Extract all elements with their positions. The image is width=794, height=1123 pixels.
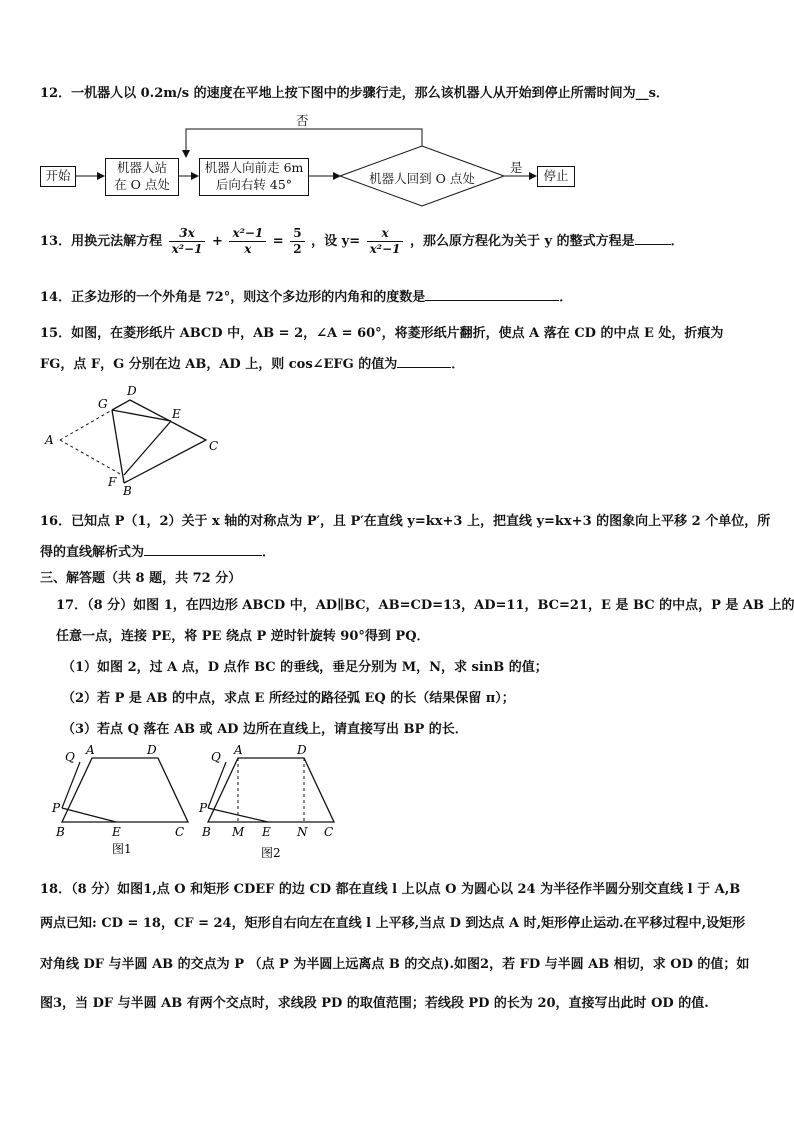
q15-GE: [112, 410, 171, 421]
q15-label-E: E: [172, 407, 181, 421]
q17-figure-2: [198, 742, 358, 864]
fc-yes-label: 是: [510, 160, 523, 175]
q15-AF-dashed: [60, 440, 122, 475]
q17-fig2-label-P: P: [199, 801, 208, 815]
fc-start: 开始: [40, 166, 76, 187]
q15-AG-dashed: [60, 410, 112, 440]
q15-label-D: D: [127, 384, 137, 398]
q17-fig1-caption: 图1: [112, 842, 132, 856]
q17-fig2-label-D: D: [297, 743, 307, 757]
q17-fig1-label-Q: Q: [65, 750, 75, 764]
q17-line2: 任意一点，连接 PE，将 PE 绕点 P 逆时针旋转 90°得到 PQ．: [56, 629, 430, 644]
q17-fig1-PE: [62, 808, 116, 822]
q17-fig2-caption: 图2: [261, 846, 281, 860]
fc-decision-label: 机器人回到 O 点处: [369, 171, 475, 186]
arrow-loop-back: [186, 129, 422, 157]
q15-label-A: A: [45, 433, 54, 447]
q14-blank: [425, 300, 559, 301]
q17-fig2-label-M: M: [232, 825, 245, 839]
q13-frac-2: $\frac{\text{x²−1}}{x}$: [229, 226, 266, 257]
q16-line1: 16．已知点 P（1，2）关于 x 轴的对称点为 P′，且 P′在直线 y=kx+3 上，把直线 y=kx+3 的图象向上平移 2 个单位，所: [40, 514, 771, 529]
q17-fig2-label-E: E: [262, 825, 271, 839]
q18-line1: 18．（8 分）如图1,点 O 和矩形 CDEF 的边 CD 都在直线 l 上以点 O 为圆心以 24 为半径作半圆分别交直线 l 于 A,B: [40, 882, 741, 897]
q17-fig1-label-D: D: [147, 743, 157, 757]
q15-crease-FG: [112, 410, 124, 483]
q17-fig2-label-Q: Q: [211, 750, 221, 764]
q17-fig2-PQ: [208, 762, 226, 808]
q17-fig1-label-P: P: [52, 801, 61, 815]
q16-line2: 得的直线解析式为 ．: [40, 545, 276, 560]
q15-label-C: C: [209, 439, 219, 453]
q13-frac-1: $\frac{3x}{\text{x²−1}}$: [169, 226, 206, 257]
fc-no-label: 否: [296, 113, 309, 128]
q17-sub3: （3）若点 Q 落在 AB 或 AD 边所在直线上，请直接写出 BP 的长．: [62, 722, 468, 737]
q17-figure-1: [50, 742, 210, 860]
q17-sub1: （1）如图 2，过 A 点，D 点作 BC 的垂线，垂足分别为 M，N，求 sinB 的值；: [62, 660, 548, 675]
q17-fig1-label-B: B: [56, 825, 65, 839]
q17-line1: 17．（8 分）如图 1，在四边形 ABCD 中，AD∥BC，AB=CD=13，AD=11，BC=21，E 是 BC 的中点，P 是 AB 上的: [56, 598, 794, 613]
q17-fig1-label-E: E: [112, 825, 121, 839]
q15-FE: [124, 421, 171, 475]
q17-fig1-label-A: A: [86, 743, 95, 757]
q13-blank: [635, 244, 671, 245]
q17-fig2-label-C: C: [324, 825, 334, 839]
fc-stop: 停止: [537, 166, 575, 187]
q18-line4: 图3，当 DF 与半圆 AB 有两个交点时，求线段 PD 的取值范围；若线段 PD 的长为 20，直接写出此时 OD 的值.: [40, 996, 709, 1011]
fc-step1: 机器人站 在 O 点处: [105, 158, 179, 196]
q13-frac-3: $\frac{5}{2}$: [290, 226, 304, 257]
q15-label-F: F: [108, 475, 117, 489]
q15-line1: 15．如图，在菱形纸片 ABCD 中，AB = 2，∠A = 60°，将菱形纸片翻折，使点 A 落在 CD 的中点 E 处，折痕为: [40, 326, 724, 341]
q15-label-G: G: [98, 397, 108, 411]
q15-label-B: B: [123, 484, 132, 498]
q15-figure: [38, 380, 238, 500]
q15-blank: [397, 367, 451, 368]
fc-step2: 机器人向前走 6m 后向右转 45°: [199, 158, 309, 196]
q17-fig1-label-C: C: [175, 825, 185, 839]
q13-stem: 13．用换元法解方程 $\frac{3x}{\text{x²−1}}$ + $\frac{\text{x²−1}}{x}$ = $\frac{5}{2}$ ，设 y= $\frac{x}{\text{x²−1}}$ ，那么原方程化为关于 y 的整式方程是 ．: [40, 226, 684, 256]
q17-fig1-PQ: [62, 762, 80, 808]
q14-stem: 14．正多边形的一个外角是 72°，则这个多边形的内角和的度数是 ．: [40, 290, 573, 305]
q18-line3: 对角线 DF 与半圆 AB 的交点为 P （点 P 为半圆上远离点 B 的交点).如图2，若 FD 与半圆 AB 相切，求 OD 的值；如: [40, 957, 750, 972]
q17-fig2-label-B: B: [202, 825, 211, 839]
q18-line2: 两点已知: CD = 18，CF = 24，矩形自右向左在直线 l 上平移,当点 D 到达点 A 时,矩形停止运动.在平移过程中,设矩形: [40, 916, 746, 931]
q17-fig2-label-A: A: [234, 743, 243, 757]
q12-stem: 12．一机器人以 0.2m/s 的速度在平地上按下图中的步骤行走，那么该机器人从开始到停止所需时间为__s．: [40, 86, 669, 101]
section3-title: 三、解答题（共 8 题，共 72 分）: [40, 571, 242, 586]
q17-fig2-label-N: N: [297, 825, 308, 839]
q17-sub2: （2）若 P 是 AB 的中点，求点 E 所经过的路径弧 EQ 的长（结果保留 π）；: [62, 691, 515, 706]
q16-blank: [144, 555, 262, 556]
q13-frac-4: $\frac{x}{\text{x²−1}}$: [367, 226, 404, 257]
q15-line2: FG，点 F，G 分别在边 AB，AD 上，则 cos∠EFG 的值为 ．: [40, 357, 465, 372]
